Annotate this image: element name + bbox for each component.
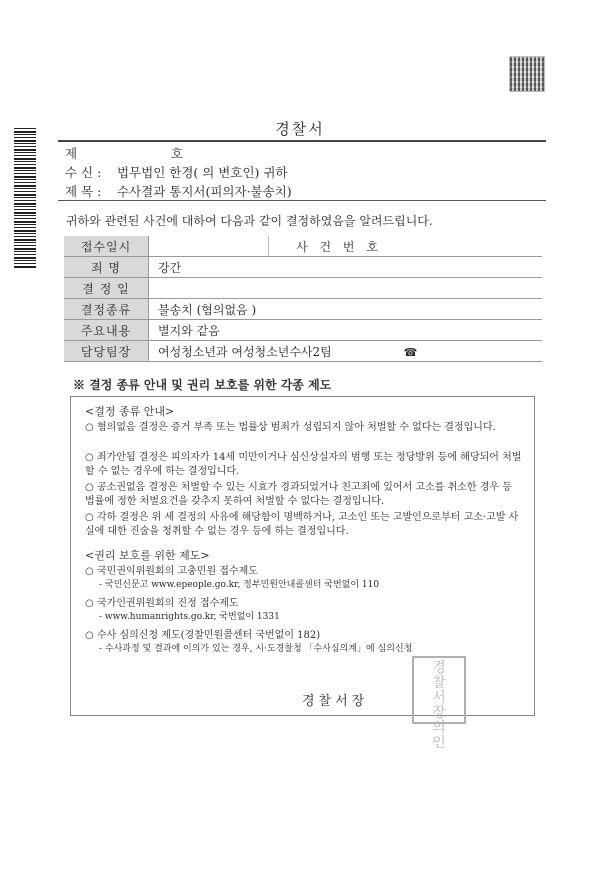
table-row xyxy=(64,299,542,320)
case-no-value xyxy=(409,236,542,257)
bullet: ○ xyxy=(85,422,94,433)
table-row xyxy=(64,257,542,278)
table-row xyxy=(64,341,542,362)
seal-char: 경 xyxy=(432,660,446,676)
seal-char: 인 xyxy=(432,735,446,751)
bullet: ○ xyxy=(85,598,94,609)
rights-item-text: 국가인권위원회의 진정 접수제도 xyxy=(97,598,239,609)
rights-item-text: 수사 심의신청 제도(경찰민원콜센터 국번없이 182) xyxy=(97,630,321,641)
rights-item xyxy=(85,629,523,643)
rights-guide-title: <권리 보호를 위한 제도> xyxy=(85,549,210,562)
number-label: 제 xyxy=(65,146,78,161)
bullet: ○ xyxy=(85,512,94,523)
guide-item xyxy=(85,421,523,435)
charge-value: 강간 xyxy=(149,257,543,278)
guide-item-text: 죄가안됨 결정은 피의자가 14세 미만이거나 심신상실자의 범행 또는 정당방위 등에 해당되어 처벌할 수 없는 경우에 하는 결정입니다. xyxy=(85,452,522,477)
rights-item-text: 국민권익위원회의 고충민원 접수제도 xyxy=(97,566,258,577)
notice-heading: ※ 결정 종류 안내 및 권리 보호를 위한 각종 제도 xyxy=(73,378,332,392)
bullet: ○ xyxy=(85,630,94,641)
case-no-label: 사 건 번 호 xyxy=(269,236,410,257)
charge-label: 죄 명 xyxy=(64,257,149,278)
guide-item xyxy=(85,451,523,479)
info-table xyxy=(64,236,542,362)
received-label: 접수일시 xyxy=(64,236,149,257)
guide-item xyxy=(85,481,523,509)
document-number xyxy=(65,144,183,162)
guide-item-text: 각하 결정은 위 세 결정의 사유에 해당함이 명백하거나, 고소인 또는 고발인으로부터 고소·고발 사실에 대한 진술을 청취할 수 없는 경우 등에 하는 결정입니다. xyxy=(85,512,519,537)
officer-label: 담당팀장 xyxy=(64,341,149,362)
table-row xyxy=(64,278,542,299)
decision-guide-title: <결정 종류 안내> xyxy=(85,405,175,418)
number-suffix: 호 xyxy=(171,146,184,161)
guide-item-text: 공소권없음 결정은 처벌할 수 있는 시효가 경과되었거나 친고죄에 있어서 고소를 취소한 경우 등 법률에 정한 처벌요건을 갖추지 못하여 처벌할 수 없다는 결정입니다. xyxy=(85,482,512,507)
rights-item-sub: - 국민신문고 www.epeople.go.kr, 정부민원안내콜센터 국번없이 110 xyxy=(99,580,380,590)
meta-divider xyxy=(58,200,546,201)
table-row xyxy=(64,236,542,257)
received-value xyxy=(149,236,269,257)
barcode xyxy=(14,128,36,268)
qr-code xyxy=(509,56,545,92)
officer-value: 여성청소년과 여성청소년수사2팀 xyxy=(158,344,332,359)
bullet: ○ xyxy=(85,452,94,463)
title-divider xyxy=(58,140,546,142)
recipient-line xyxy=(65,163,288,181)
main-content-label: 주요내용 xyxy=(64,320,149,341)
recipient-value: 법무법인 한경( 의 변호인) 귀하 xyxy=(116,165,288,180)
document-title: 경찰서 xyxy=(275,120,325,138)
subject-line xyxy=(65,182,292,200)
rights-item-sub: - www.humanrights.go.kr, 국번없이 1331 xyxy=(99,612,280,622)
subject-label: 제 목 : xyxy=(65,184,102,199)
rights-item xyxy=(85,565,523,579)
decision-type-value: 불송치 (혐의없음 ) xyxy=(149,299,543,320)
decision-type-label: 결정종류 xyxy=(64,299,149,320)
police-chief-label: 경찰서장 xyxy=(302,694,369,709)
bullet: ○ xyxy=(85,566,94,577)
bullet: ○ xyxy=(85,482,94,493)
subject-value: 수사결과 통지서(피의자·불송치) xyxy=(116,184,292,199)
official-seal xyxy=(412,656,466,751)
recipient-label: 수 신 : xyxy=(65,165,102,180)
table-row xyxy=(64,320,542,341)
rights-item xyxy=(85,597,523,611)
phone-icon: ☎ xyxy=(403,345,418,359)
decision-date-label: 결 정 일 xyxy=(64,278,149,299)
seal-char: 장 xyxy=(432,705,446,721)
rights-item-sub: - 수사과정 및 결과에 이의가 있는 경우, 시·도경찰청 「수사심의계」에 심의신청 xyxy=(99,644,413,654)
main-content-value: 별지와 같음 xyxy=(149,320,543,341)
officer-cell xyxy=(149,341,543,362)
seal-char: 찰 xyxy=(432,675,446,691)
decision-date-value xyxy=(149,278,543,299)
guide-item xyxy=(85,511,523,539)
seal-char: 서 xyxy=(432,690,446,706)
seal-char: 의 xyxy=(432,720,446,736)
intro-text: 귀하와 관련된 사건에 대하여 다음과 같이 결정하였음을 알려드립니다. xyxy=(66,214,433,228)
guide-item-text: 혐의없음 결정은 증거 부족 또는 법률상 범죄가 성립되지 않아 처벌할 수 없다는 결정입니다. xyxy=(97,422,496,433)
